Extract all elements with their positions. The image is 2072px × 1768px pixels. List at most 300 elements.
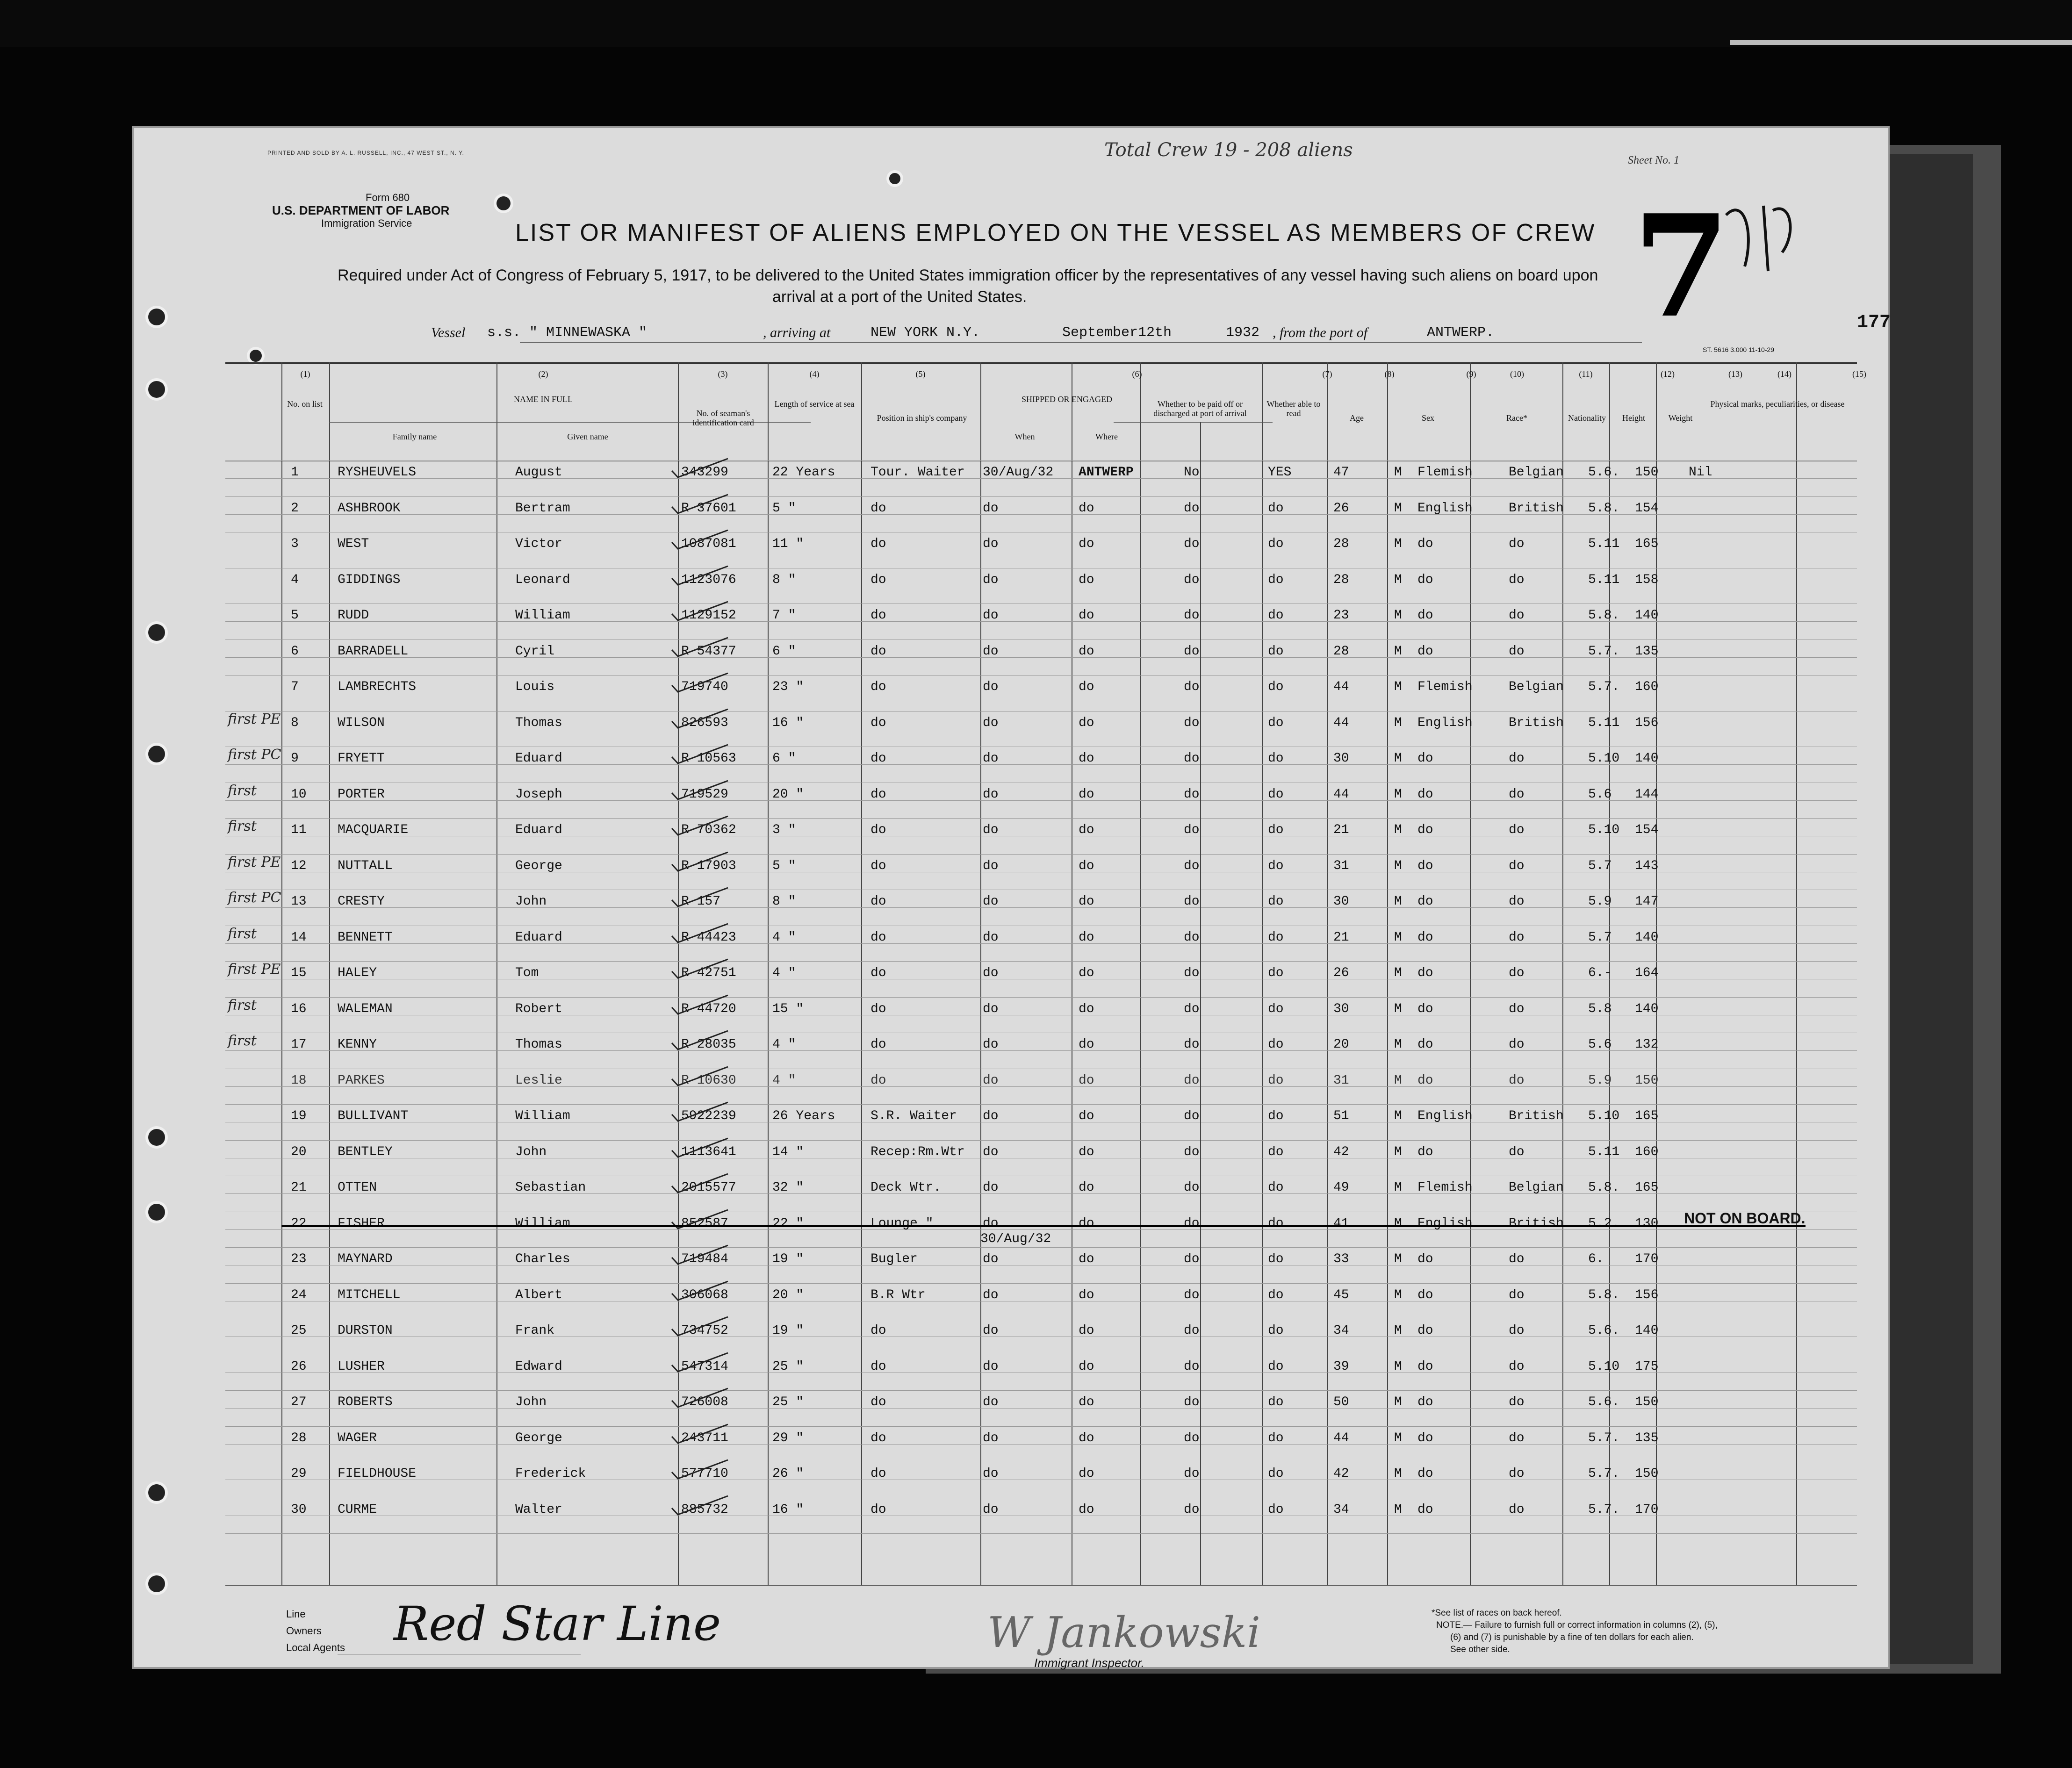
cell-nationality: do — [1509, 823, 1525, 837]
cell-nationality: do — [1509, 537, 1525, 551]
cell-height: 5.8. — [1588, 501, 1620, 516]
cell-position: do — [871, 1466, 886, 1481]
cell-where: do — [1079, 1144, 1094, 1159]
crew-table — [132, 362, 1890, 1582]
cell-read: do — [1268, 1359, 1284, 1374]
column-number: (14) — [1777, 369, 1791, 379]
cell-when: do — [983, 501, 999, 516]
cell-age: 41 — [1333, 1216, 1349, 1231]
cell-no: 29 — [291, 1466, 307, 1481]
cell-no: 22 — [291, 1216, 307, 1231]
cell-no: 8 — [291, 715, 299, 730]
cell-paid: do — [1184, 1144, 1200, 1159]
cell-nationality: do — [1509, 1001, 1525, 1016]
cell-card: R 10563 — [681, 751, 736, 766]
cell-race: Flemish — [1417, 1180, 1473, 1195]
cell-card: 719740 — [681, 680, 728, 694]
cell-age: 50 — [1333, 1395, 1349, 1409]
cell-nationality: do — [1509, 1323, 1525, 1338]
cell-card: R 37601 — [681, 501, 736, 516]
cell-no: 2 — [291, 501, 299, 516]
cell-family: DURSTON — [338, 1323, 393, 1338]
punch-hole — [889, 173, 900, 184]
cell-no: 1 — [291, 465, 299, 480]
header-position: Position in ship's company — [877, 413, 967, 423]
cell-where: do — [1079, 1073, 1094, 1088]
cell-weight: 165 — [1635, 537, 1659, 551]
cell-when: do — [983, 1252, 999, 1266]
cell-race: do — [1417, 787, 1433, 802]
cell-nationality: British — [1509, 1109, 1564, 1123]
header-length: Length of service at sea — [774, 399, 855, 409]
cell-age: 42 — [1333, 1466, 1349, 1481]
cell-paid: do — [1184, 1502, 1200, 1517]
cell-length: 4 " — [772, 966, 796, 980]
checkmark-icon — [669, 671, 730, 695]
cell-card: 734752 — [681, 1323, 728, 1338]
cell-race: do — [1417, 1001, 1433, 1016]
not-on-board-note: NOT ON BOARD. — [1684, 1210, 1806, 1227]
cell-paid: do — [1184, 680, 1200, 694]
checkmark-icon — [669, 707, 730, 731]
local-agents-label: Local Agents — [286, 1642, 345, 1653]
cell-family: KENNY — [338, 1037, 377, 1052]
cell-read: do — [1268, 751, 1284, 766]
cell-position: do — [871, 1359, 886, 1374]
cell-where: do — [1079, 787, 1094, 802]
cell-height: 5.10 — [1588, 823, 1620, 837]
cell-height: 5.11 — [1588, 1144, 1620, 1159]
cell-age: 42 — [1333, 1144, 1349, 1159]
cell-age: 34 — [1333, 1323, 1349, 1338]
table-row — [132, 859, 1890, 895]
table-row — [132, 573, 1890, 609]
cell-paid: do — [1184, 572, 1200, 587]
table-row — [132, 1145, 1890, 1181]
cell-nationality: do — [1509, 1252, 1525, 1266]
cell-nationality: do — [1509, 858, 1525, 873]
cell-weight: 135 — [1635, 644, 1659, 659]
cell-family: RYSHEUVELS — [338, 465, 417, 480]
cell-family: CRESTY — [338, 894, 385, 909]
cell-family: FIELDHOUSE — [338, 1466, 417, 1481]
cell-sex: M — [1394, 930, 1402, 945]
cell-where: do — [1079, 1395, 1094, 1409]
cell-height: 5.7 — [1588, 858, 1612, 873]
cell-paid: do — [1184, 1287, 1200, 1302]
checkmark-icon — [669, 528, 730, 552]
cell-weight: 175 — [1635, 1359, 1659, 1374]
from-port: ANTWERP. — [1427, 325, 1495, 341]
column-number: (10) — [1510, 369, 1524, 379]
cell-length: 19 " — [772, 1252, 804, 1266]
cell-card: R 10630 — [681, 1073, 736, 1088]
cell-weight: 156 — [1635, 715, 1659, 730]
cell-position: Bugler — [871, 1252, 918, 1266]
cell-length: 4 " — [772, 930, 796, 945]
cell-nationality: do — [1509, 1395, 1525, 1409]
margin-note: first PC — [228, 890, 281, 906]
cell-race: do — [1417, 1430, 1433, 1445]
cell-given: Leslie — [515, 1073, 562, 1088]
cell-given: Albert — [515, 1287, 562, 1302]
cell-card: 719529 — [681, 787, 728, 802]
cell-given: Sebastian — [515, 1180, 586, 1195]
cell-age: 44 — [1333, 680, 1349, 694]
cell-paid: do — [1184, 1109, 1200, 1123]
checkmark-icon — [669, 1494, 730, 1517]
cell-card: 243711 — [681, 1430, 728, 1445]
table-row — [132, 1002, 1890, 1038]
binder-hole — [148, 309, 165, 325]
cell-paid: do — [1184, 1252, 1200, 1266]
checkmark-icon — [669, 850, 730, 874]
table-row — [132, 501, 1890, 537]
table-row — [132, 1395, 1890, 1431]
cell-length: 4 " — [772, 1073, 796, 1088]
cell-paid: do — [1184, 1466, 1200, 1481]
cell-weight: 165 — [1635, 1109, 1659, 1123]
cell-weight: 170 — [1635, 1502, 1659, 1517]
table-row — [132, 465, 1890, 501]
cell-no: 28 — [291, 1430, 307, 1445]
ruled-line — [225, 460, 1857, 461]
sheet-number: 7 — [1633, 184, 1730, 349]
cell-sex: M — [1394, 858, 1402, 873]
cell-nationality: do — [1509, 966, 1525, 980]
cell-where: do — [1079, 1109, 1094, 1123]
cell-sex: M — [1394, 680, 1402, 694]
cell-sex: M — [1394, 823, 1402, 837]
cell-when: do — [983, 823, 999, 837]
cell-no: 26 — [291, 1359, 307, 1374]
cell-where: do — [1079, 1502, 1094, 1517]
margin-note: first — [228, 925, 257, 942]
cell-no: 5 — [291, 608, 299, 623]
cell-age: 44 — [1333, 715, 1349, 730]
cell-height: 5.7. — [1588, 644, 1620, 659]
cell-card: 1129152 — [681, 608, 736, 623]
cell-sex: M — [1394, 1466, 1402, 1481]
header-age: Age — [1350, 413, 1364, 423]
owners-label: Owners — [286, 1625, 322, 1637]
header-family-name: Family name — [392, 432, 437, 441]
top-handwriting: Total Crew 19 - 208 aliens — [1104, 139, 1353, 161]
cell-sex: M — [1394, 1001, 1402, 1016]
table-row — [132, 1288, 1890, 1324]
cell-race: do — [1417, 1037, 1433, 1052]
cell-sex: M — [1394, 644, 1402, 659]
arrival-year: 1932 — [1226, 325, 1260, 341]
cell-position: do — [871, 1073, 886, 1088]
column-number: (9) — [1466, 369, 1476, 379]
cell-age: 44 — [1333, 1430, 1349, 1445]
header-name-in-full: NAME IN FULL — [514, 395, 573, 404]
cell-given: William — [515, 608, 570, 623]
cell-card: R 54377 — [681, 644, 736, 659]
cell-age: 33 — [1333, 1252, 1349, 1266]
cell-age: 44 — [1333, 787, 1349, 802]
arriving-label: , arriving at — [763, 325, 831, 340]
cell-given: Leonard — [515, 572, 570, 587]
checkmark-icon — [669, 1279, 730, 1303]
checkmark-icon — [669, 1351, 730, 1374]
cell-no: 11 — [291, 823, 307, 837]
cell-sex: M — [1394, 1037, 1402, 1052]
cell-race: do — [1417, 1287, 1433, 1302]
cell-age: 47 — [1333, 465, 1349, 480]
cell-sex: M — [1394, 751, 1402, 766]
cell-nationality: Belgian — [1509, 465, 1564, 480]
arriving-port: NEW YORK N.Y. — [871, 325, 980, 341]
cell-age: 23 — [1333, 608, 1349, 623]
cell-paid: do — [1184, 751, 1200, 766]
cell-given: Thomas — [515, 715, 562, 730]
cell-when: do — [983, 787, 999, 802]
cell-where: do — [1079, 1037, 1094, 1052]
cell-no: 30 — [291, 1502, 307, 1517]
cell-nationality: do — [1509, 1502, 1525, 1517]
inspector-label: Immigrant Inspector. — [1034, 1656, 1145, 1670]
cell-length: 4 " — [772, 1037, 796, 1052]
table-row — [132, 930, 1890, 966]
cell-weight: 140 — [1635, 1323, 1659, 1338]
cell-weight: 154 — [1635, 823, 1659, 837]
cell-family: BENNETT — [338, 930, 393, 945]
cell-when: do — [983, 1109, 999, 1123]
manifest-page — [132, 126, 1890, 1669]
checkmark-icon — [669, 1243, 730, 1267]
cell-race: do — [1417, 1252, 1433, 1266]
cell-position: Recep:Rm.Wtr — [871, 1144, 965, 1159]
cell-height: 6. — [1588, 1252, 1604, 1266]
cell-sex: M — [1394, 1252, 1402, 1266]
cell-height: 5.7 — [1588, 930, 1612, 945]
column-number: (13) — [1728, 369, 1742, 379]
cell-where: do — [1079, 501, 1094, 516]
page-title: LIST OR MANIFEST OF ALIENS EMPLOYED ON THE VESSEL AS MEMBERS OF CREW — [515, 219, 1596, 246]
cell-given: Victor — [515, 537, 562, 551]
cell-read: do — [1268, 858, 1284, 873]
cell-when: do — [983, 751, 999, 766]
column-number: (7) — [1322, 369, 1332, 379]
cell-given: Eduard — [515, 930, 562, 945]
cell-when: do — [983, 1001, 999, 1016]
cell-height: 5.9 — [1588, 894, 1612, 909]
cell-sex: M — [1394, 787, 1402, 802]
cell-read: do — [1268, 1180, 1284, 1195]
cell-given: Charles — [515, 1252, 570, 1266]
form-code: ST. 5616 3.000 11-10-29 — [1703, 346, 1775, 353]
checkmark-icon — [669, 1423, 730, 1446]
cell-weight: 150 — [1635, 1395, 1659, 1409]
cell-read: do — [1268, 930, 1284, 945]
cell-position: do — [871, 1430, 886, 1445]
cell-when: do — [983, 1395, 999, 1409]
checkmark-icon — [669, 1172, 730, 1195]
cell-height: 5.11 — [1588, 572, 1620, 587]
cell-when: 30/Aug/32 — [983, 465, 1054, 480]
cell-card: 306068 — [681, 1287, 728, 1302]
header-height: Height — [1622, 413, 1645, 423]
checkmark-icon — [669, 1458, 730, 1481]
table-row — [132, 608, 1890, 644]
top-band — [0, 0, 2072, 47]
column-number: (8) — [1384, 369, 1395, 379]
table-row — [132, 1359, 1890, 1395]
cell-length: 25 " — [772, 1359, 804, 1374]
table-row — [132, 894, 1890, 930]
cell-height: 5.6 — [1588, 1037, 1612, 1052]
cell-card: 343299 — [681, 465, 728, 480]
cell-given: Louis — [515, 680, 555, 694]
cell-card: 1123076 — [681, 572, 736, 587]
column-number: (1) — [300, 369, 310, 379]
cell-height: 5.10 — [1588, 751, 1620, 766]
column-number: (4) — [809, 369, 820, 379]
sheet-label: Sheet No. 1 — [1628, 154, 1679, 166]
cell-length: 22 Years — [772, 465, 835, 480]
cell-no: 4 — [291, 572, 299, 587]
column-number: (2) — [538, 369, 548, 379]
cell-when: do — [983, 1502, 999, 1517]
cell-card: 885732 — [681, 1502, 728, 1517]
table-row — [132, 1323, 1890, 1359]
cell-no: 16 — [291, 1001, 307, 1016]
cell-height: 5.8. — [1588, 1287, 1620, 1302]
cell-nationality: do — [1509, 1430, 1525, 1445]
cell-where: do — [1079, 1359, 1094, 1374]
cell-where: do — [1079, 644, 1094, 659]
checkmark-icon — [669, 886, 730, 909]
cell-family: LUSHER — [338, 1359, 385, 1374]
cell-race: do — [1417, 608, 1433, 623]
cell-when: do — [983, 644, 999, 659]
cell-length: 23 " — [772, 680, 804, 694]
cell-race: English — [1417, 501, 1473, 516]
cell-paid: do — [1184, 715, 1200, 730]
cell-paid: do — [1184, 823, 1200, 837]
cell-family: LAMBRECHTS — [338, 680, 417, 694]
cell-read: do — [1268, 608, 1284, 623]
subtitle-line-2: arrival at a port of the United States. — [772, 288, 1027, 306]
cell-no: 12 — [291, 858, 307, 873]
cell-length: 8 " — [772, 894, 796, 909]
cell-family: HALEY — [338, 966, 377, 980]
column-number: (15) — [1852, 369, 1866, 379]
cell-weight: 170 — [1635, 1252, 1659, 1266]
cell-length: 15 " — [772, 1001, 804, 1016]
cell-position: S.R. Waiter — [871, 1109, 957, 1123]
header-paid-off: Whether to be paid off or discharged at port of arrival — [1153, 399, 1247, 418]
header-no-on-list: No. on list — [287, 399, 323, 409]
cell-position: do — [871, 823, 886, 837]
table-row — [132, 1180, 1890, 1216]
cell-read: do — [1268, 1001, 1284, 1016]
cell-card: 1113641 — [681, 1144, 736, 1159]
margin-note: first PE — [228, 854, 281, 870]
table-row — [132, 1502, 1890, 1538]
checkmark-icon — [669, 493, 730, 516]
handwritten-mark-icon — [1717, 196, 1801, 290]
cell-read: do — [1268, 966, 1284, 980]
cell-age: 28 — [1333, 644, 1349, 659]
cell-given: Eduard — [515, 751, 562, 766]
cell-card: 547314 — [681, 1359, 728, 1374]
cell-no: 14 — [291, 930, 307, 945]
cell-length: 32 " — [772, 1180, 804, 1195]
cell-when: do — [983, 930, 999, 945]
cell-nationality: do — [1509, 1359, 1525, 1374]
cell-paid: do — [1184, 1001, 1200, 1016]
cell-weight: 140 — [1635, 608, 1659, 623]
cell-weight: 135 — [1635, 1430, 1659, 1445]
cell-where: do — [1079, 715, 1094, 730]
cell-weight: 132 — [1635, 1037, 1659, 1052]
cell-sex: M — [1394, 1109, 1402, 1123]
table-bottom-rule — [225, 1585, 1857, 1586]
cell-length: 5 " — [772, 501, 796, 516]
cell-height: 5.8. — [1588, 1180, 1620, 1195]
cell-weight: 144 — [1635, 787, 1659, 802]
cell-given: Thomas — [515, 1037, 562, 1052]
cell-height: 5.10 — [1588, 1109, 1620, 1123]
cell-when: do — [983, 894, 999, 909]
cell-race: do — [1417, 1466, 1433, 1481]
cell-no: 15 — [291, 966, 307, 980]
cell-card: R 17903 — [681, 858, 736, 873]
cell-race: Flemish — [1417, 680, 1473, 694]
cell-position: Lounge " — [871, 1216, 934, 1231]
cell-read: do — [1268, 1216, 1284, 1231]
cell-length: 22 " — [772, 1216, 804, 1231]
table-row — [132, 537, 1890, 573]
cell-position: do — [871, 572, 886, 587]
cell-position: do — [871, 966, 886, 980]
cell-race: English — [1417, 1109, 1473, 1123]
cell-height: 5.2. — [1588, 1216, 1620, 1231]
cell-family: WILSON — [338, 715, 385, 730]
cell-no: 13 — [291, 894, 307, 909]
cell-family: MAYNARD — [338, 1252, 393, 1266]
cell-age: 49 — [1333, 1180, 1349, 1195]
cell-paid: do — [1184, 787, 1200, 802]
cell-position: do — [871, 1395, 886, 1409]
vessel-name: s.s. " MINNEWASKA " — [487, 325, 648, 341]
cell-position: Deck Wtr. — [871, 1180, 942, 1195]
cell-when: do — [983, 572, 999, 587]
cell-paid: do — [1184, 966, 1200, 980]
service-name: Immigration Service — [321, 217, 412, 229]
cell-card: 577710 — [681, 1466, 728, 1481]
cell-when: do — [983, 715, 999, 730]
cell-weight: 140 — [1635, 930, 1659, 945]
checkmark-icon — [669, 1136, 730, 1160]
cell-nationality: do — [1509, 1037, 1525, 1052]
header-physical: Physical marks, peculiarities, or disease — [1710, 399, 1845, 409]
cell-race: do — [1417, 1502, 1433, 1517]
column-number: (11) — [1579, 369, 1593, 379]
cell-card: 852587 — [681, 1216, 728, 1231]
cell-age: 28 — [1333, 537, 1349, 551]
cell-no: 6 — [291, 644, 299, 659]
footnote-fine: (6) and (7) is punishable by a fine of ten dollars for each alien. — [1450, 1632, 1694, 1642]
cell-paid: do — [1184, 644, 1200, 659]
from-port-label: , from the port of — [1273, 325, 1368, 340]
cell-given: William — [515, 1109, 570, 1123]
cell-given: Frederick — [515, 1466, 586, 1481]
column-number: (12) — [1661, 369, 1675, 379]
